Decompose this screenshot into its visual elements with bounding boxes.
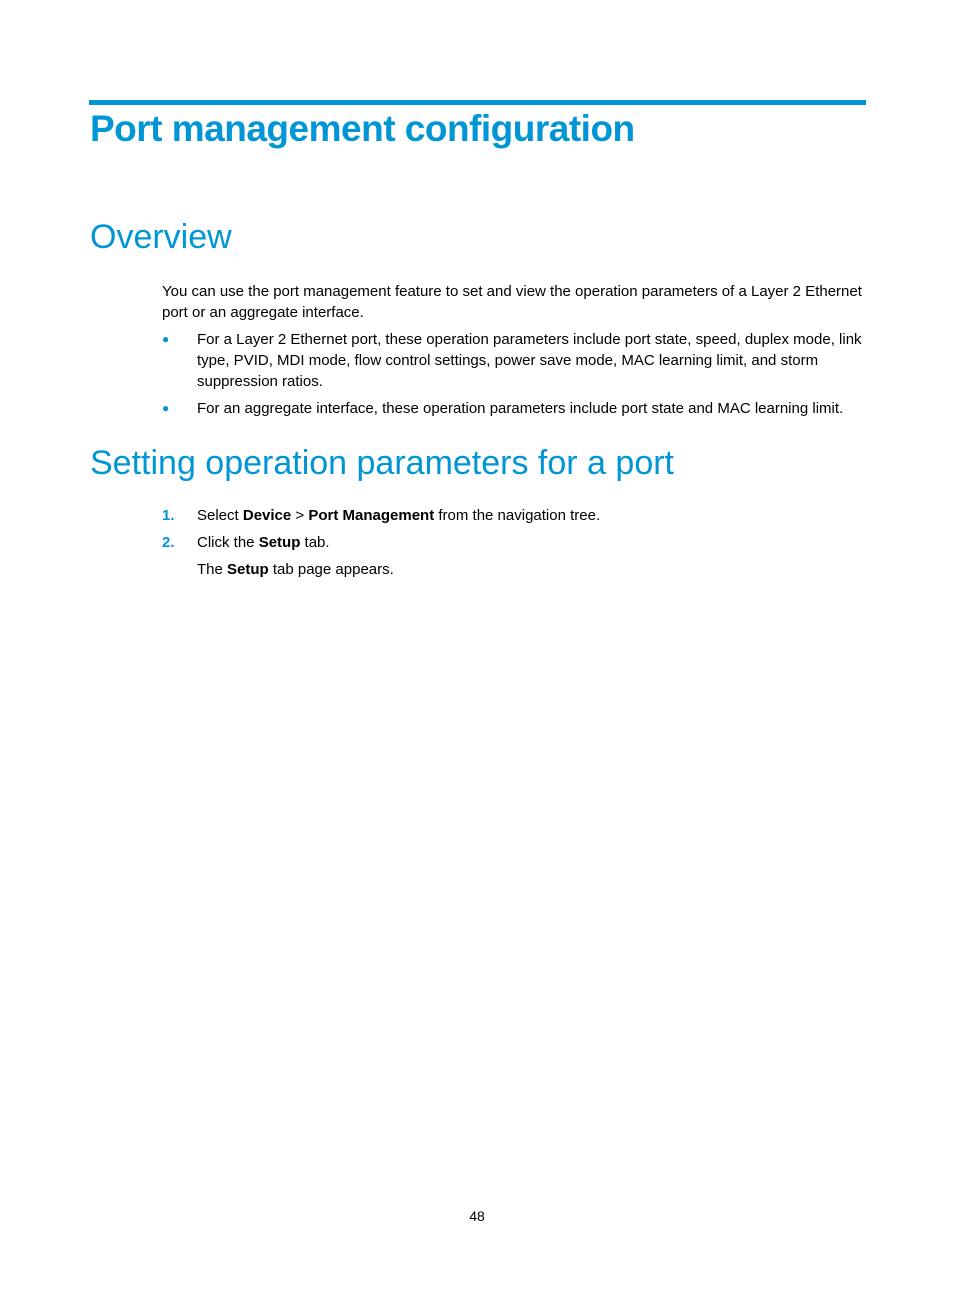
overview-heading: Overview <box>90 218 232 256</box>
step-number: 1. <box>162 507 175 524</box>
bullet-dot-icon: ● <box>162 332 170 346</box>
ui-term-device: Device <box>242 507 292 524</box>
bullet-item <box>162 398 870 419</box>
page-number: 48 <box>469 1208 485 1224</box>
ui-term-setup: Setup <box>227 561 269 578</box>
ui-term-setup: Setup <box>258 534 301 551</box>
step-item <box>162 505 870 526</box>
step-text: Click the Setup tab. <box>197 534 330 551</box>
bullet-text: For a Layer 2 Ethernet port, these operation parameters include port state, speed, duplex mode, link type, PVID, MDI mode, flow control settings, power save mode, MAC learning limit, and storm suppression ratios. <box>197 331 862 390</box>
procedure-steps <box>162 505 870 586</box>
bullet-text: For an aggregate interface, these operation parameters include port state and MAC learning limit. <box>197 400 844 417</box>
chapter-rule <box>89 100 866 105</box>
ui-term-port-management: Port Management <box>308 507 435 524</box>
overview-intro: You can use the port management feature to set and view the operation parameters of a Layer 2 Ethernet port or an aggregate interface. <box>162 283 862 321</box>
chapter-title: Port management configuration <box>90 108 635 149</box>
bullet-item <box>162 329 870 392</box>
overview-bullet-list <box>162 329 870 425</box>
step-result: The Setup tab page appears. <box>197 561 394 578</box>
setting-heading: Setting operation parameters for a port <box>90 444 674 482</box>
bullet-dot-icon: ● <box>162 401 170 415</box>
step-item <box>162 532 870 580</box>
step-text: Select Device > Port Management from the navigation tree. <box>197 507 601 524</box>
step-number: 2. <box>162 534 175 551</box>
